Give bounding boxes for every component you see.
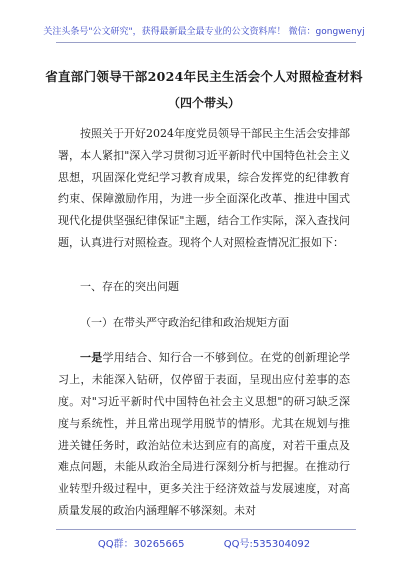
- sub-heading: （一）在带头严守政治纪律和政治规矩方面: [80, 315, 289, 329]
- footer-divider: [56, 529, 356, 530]
- point-one-paragraph: [58, 347, 350, 521]
- header-promo-note: 关注头条号"公文研究"，获得最新最全最专业的公文资料库！ 微信：gongwenyj: [43, 27, 365, 37]
- section-heading: 一、存在的突出问题: [80, 279, 179, 293]
- intro-paragraph: 按照关于开好2024年度党员领导干部民主生活会安排部署，本人紧扣"深入学习贯彻习近平新时代中国特色社会主义思想，巩固深化党纪学习教育成果，综合发挥党的纪律教育约束、保障激励作用，为进一步全面深化改革、推进中国式现代化提供坚强纪律保证"主题，结合工作实际，深入查找问题，认真进行对照检查。现将个人对照检查情况汇报如下：: [58, 127, 350, 249]
- point-one-text: 学用结合、知行合一不够到位。在党的创新理论学习上，未能深入钻研，仅停留于表面，呈现出应付差事的态度。对"习近平新时代中国特色社会主义思想"的研习缺乏深度与系统性，并且常出现学用脱节的情形。尤其在规划与推进关键任务时，政治站位未达到应有的高度，对若干重点及难点问题，未能从政治全局进行深刻分析与把握。在推动行业转型升级过程中，更多关注于经济效益与发展速度，对高质量发展的政治内涵理解不够深刻。未对: [58, 351, 351, 517]
- header-divider: [56, 42, 356, 43]
- point-one-lead: 一是: [80, 351, 103, 365]
- footer-qq-number: QQ号:535304092: [223, 539, 311, 550]
- document-subtitle: （四个带头）: [167, 96, 240, 110]
- footer-contact: [0, 535, 408, 550]
- document-body: [58, 123, 350, 522]
- footer-qq-group: QQ群：30265665: [97, 539, 185, 550]
- document-title: 省直部门领导干部2024年民主生活会个人对照检查材料: [45, 69, 363, 84]
